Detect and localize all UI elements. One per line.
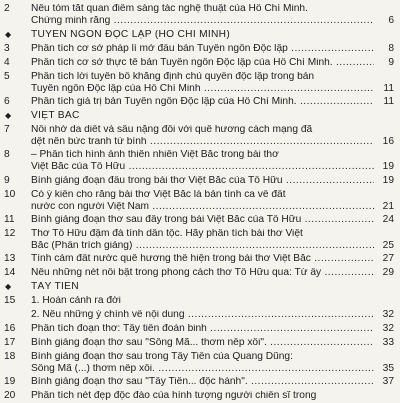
toc-line bbox=[0, 125, 400, 137]
bullet-icon: ◆ bbox=[5, 30, 12, 39]
entry-text: dệt nên bức tranh tứ bình ..... bbox=[31, 137, 384, 147]
entry-number: 15 bbox=[4, 295, 16, 306]
entry-text: Bình giảng đoạn thơ sau đây trong bài Việt Bắc của Tố Hữu ..... bbox=[31, 215, 384, 225]
section-title: TÂY TIẾN bbox=[31, 282, 79, 292]
toc-line bbox=[0, 254, 400, 266]
toc-line bbox=[0, 137, 400, 149]
toc-line bbox=[0, 111, 400, 123]
entry-number: 11 bbox=[4, 214, 15, 225]
entry-text: Phân tích giá trị bản Tuyên ngôn Độc lập của Hồ Chí Minh. ..... bbox=[31, 97, 384, 107]
toc-line bbox=[0, 241, 400, 253]
entry-text: Thơ Tố Hữu đậm đà tính dân tộc. Hãy phân tích bài thơ Việt bbox=[31, 229, 303, 239]
entry-text: Phân tích cơ sở thực tế bản Tuyên ngôn Độc lập của Hồ Chí Minh. ..... bbox=[31, 58, 384, 68]
entry-number: 9 bbox=[4, 175, 10, 186]
toc-line bbox=[0, 352, 400, 364]
page-number: 24 bbox=[374, 215, 394, 225]
entry-text: Phân tích đoạn thơ: Tây tiến đoàn binh ..... bbox=[31, 324, 384, 334]
entry-text: 2. Nêu những ý chính về nội dung ..... bbox=[31, 310, 384, 320]
entry-text: Phân tích cơ sở pháp lí mở đầu bản Tuyên ngôn Độc lập ..... bbox=[31, 44, 384, 54]
toc-line bbox=[0, 97, 400, 109]
page-number: 37 bbox=[374, 377, 394, 387]
entry-text: Sông Mã (...) thơm nếp xôi. ..... bbox=[31, 364, 384, 374]
toc-line bbox=[0, 391, 400, 403]
toc-line bbox=[0, 296, 400, 308]
entry-number: 5 bbox=[4, 71, 10, 82]
entry-text: Bình giảng đoạn thơ sau "Sông Mã... thơm nếp xôi". ..... bbox=[31, 338, 384, 348]
entry-number: 19 bbox=[4, 376, 16, 387]
entry-number: 2 bbox=[4, 3, 10, 14]
page-number: 33 bbox=[374, 338, 394, 348]
page-number: 32 bbox=[374, 324, 394, 334]
entry-text: Phân tích nét đẹp độc đáo của hình tượng người chiến sĩ trong bbox=[31, 391, 317, 401]
entry-number: 18 bbox=[4, 351, 16, 362]
toc-line bbox=[0, 30, 400, 42]
section-title: VIỆT BẮC bbox=[31, 111, 80, 121]
page-number: 29 bbox=[374, 268, 394, 278]
entry-text: – Phân tích hình ảnh thiên nhiên Việt Bắc trong bài thơ bbox=[31, 150, 279, 160]
toc-line bbox=[0, 377, 400, 389]
entry-text: Việt Bắc của Tố Hữu ..... bbox=[31, 162, 384, 172]
toc-line bbox=[0, 190, 400, 202]
entry-number: 10 bbox=[4, 189, 16, 200]
toc-line bbox=[0, 72, 400, 84]
toc-line bbox=[0, 215, 400, 227]
toc-line bbox=[0, 310, 400, 322]
toc-line bbox=[0, 324, 400, 336]
bullet-icon: ◆ bbox=[5, 282, 12, 291]
entry-text: Bình giảng đoạn thơ sau trong Tây Tiến của Quang Dũng: bbox=[31, 352, 293, 362]
toc-line bbox=[0, 229, 400, 241]
page-number: 8 bbox=[374, 44, 394, 54]
toc-line bbox=[0, 44, 400, 56]
entry-number: 8 bbox=[4, 149, 10, 160]
section-title: TUYÊN NGÔN ĐỘC LẬP (HỒ CHÍ MINH) bbox=[31, 30, 231, 40]
entry-text: Chứng minh rằng ..... bbox=[31, 16, 384, 26]
entry-number: 16 bbox=[4, 323, 16, 334]
toc-line bbox=[0, 202, 400, 214]
page-number: 19 bbox=[374, 162, 394, 172]
toc-line bbox=[0, 176, 400, 188]
toc-line bbox=[0, 282, 400, 294]
page-number: 9 bbox=[374, 58, 394, 68]
toc-line bbox=[0, 84, 400, 96]
page-number: 19 bbox=[374, 176, 394, 186]
entry-number: 14 bbox=[4, 267, 16, 278]
entry-number: 7 bbox=[4, 124, 10, 135]
toc-line bbox=[0, 150, 400, 162]
entry-text: Phân tích lời tuyên bố khẳng định chủ quyền độc lập trong bản bbox=[31, 72, 315, 82]
toc-line bbox=[0, 4, 400, 16]
entry-text: Nêu những nét nổi bật trong phong cách thơ Tố Hữu qua: Từ ấy ..... bbox=[31, 268, 384, 278]
entry-text: Nỗi nhớ da diết và sâu nặng đối với quê hương cách mạng đã bbox=[31, 125, 313, 135]
page-number: 32 bbox=[374, 310, 394, 320]
entry-text: Nêu tóm tắt quan điểm sáng tác nghệ thuật của Hồ Chí Minh. bbox=[31, 4, 308, 14]
page-number: 27 bbox=[374, 254, 394, 264]
page-number: 16 bbox=[374, 137, 394, 147]
page-number: 11 bbox=[374, 97, 394, 107]
entry-text: Bình giảng đoạn đầu trong bài thơ Việt Bắc của Tố Hữu ..... bbox=[31, 176, 384, 186]
page-number: 6 bbox=[374, 16, 394, 26]
toc-line bbox=[0, 268, 400, 280]
toc-line bbox=[0, 338, 400, 350]
entry-text: Tuyên ngôn Độc lập của Hồ Chí Minh ..... bbox=[31, 84, 384, 94]
page-number: 21 bbox=[374, 202, 394, 212]
entry-number: 17 bbox=[4, 337, 16, 348]
entry-number: 12 bbox=[4, 228, 16, 239]
entry-text: Bắc (Phần trích giảng) ..... bbox=[31, 241, 384, 251]
entry-number: 6 bbox=[4, 96, 10, 107]
entry-number: 4 bbox=[4, 57, 10, 68]
entry-number: 20 bbox=[4, 390, 16, 401]
toc-line bbox=[0, 58, 400, 70]
page-number: 25 bbox=[374, 241, 394, 251]
page-number: 11 bbox=[374, 84, 394, 94]
entry-number: 3 bbox=[4, 43, 10, 54]
entry-text: Có ý kiến cho rằng bài thơ Việt Bắc là bản tình ca về đất bbox=[31, 190, 286, 200]
page-number: 35 bbox=[374, 364, 394, 374]
toc-line bbox=[0, 364, 400, 376]
toc-line bbox=[0, 16, 400, 28]
entry-text: nước con người Việt Nam ..... bbox=[31, 202, 384, 212]
bullet-icon: ◆ bbox=[5, 111, 12, 120]
toc-line bbox=[0, 162, 400, 174]
entry-text: Bình giảng đoạn thơ sau "Tây Tiến... độc hành". ..... bbox=[31, 377, 384, 387]
entry-text: Tình cảm đất nước quê hương thể hiện trong bài thơ Việt Bắc ..... bbox=[31, 254, 384, 264]
entry-text: 1. Hoàn cảnh ra đời bbox=[31, 296, 121, 306]
entry-number: 13 bbox=[4, 253, 16, 264]
